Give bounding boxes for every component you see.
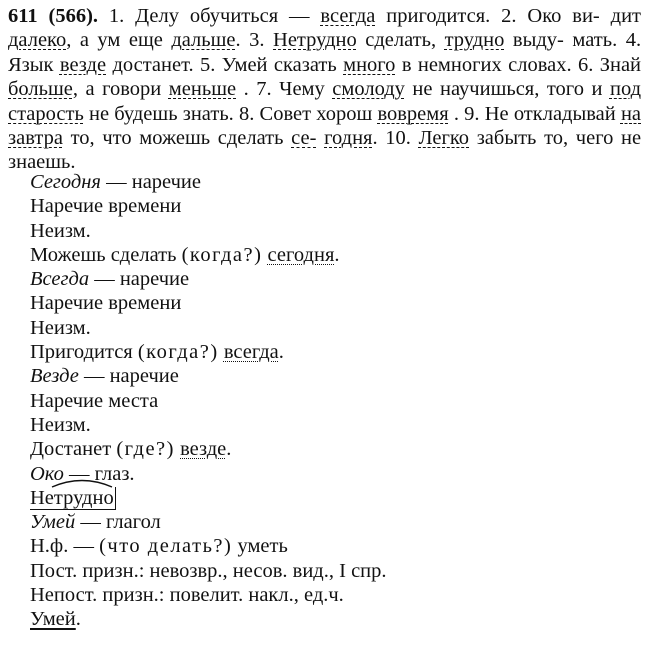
text-run: не будешь знать. 8. Совет хорош bbox=[89, 102, 373, 125]
adverb-underlined: далеко bbox=[8, 29, 67, 52]
adverb-underlined: Легко bbox=[418, 127, 470, 150]
adverb-underlined: вовремя bbox=[377, 102, 449, 125]
text-run: то, что можешь сделать bbox=[70, 127, 284, 150]
word-italic: Везде bbox=[30, 365, 79, 388]
text-run: . bbox=[334, 243, 340, 266]
text-run: . 7. Чему bbox=[243, 78, 325, 101]
adverb-underlined: се- bbox=[291, 127, 317, 150]
adverb-underlined: сегодня bbox=[267, 243, 335, 266]
analysis-block bbox=[30, 170, 630, 632]
text-run: . 3. bbox=[235, 29, 265, 52]
text-run: Достанет bbox=[30, 438, 117, 461]
analysis-line: Неизм. bbox=[30, 219, 91, 242]
text-run: Н.ф. — bbox=[30, 535, 100, 558]
analysis-line bbox=[30, 607, 630, 631]
text-run: уметь bbox=[232, 535, 288, 558]
text-run: , а говори bbox=[72, 78, 162, 101]
analysis-line bbox=[30, 340, 630, 364]
analysis-line: Неизм. bbox=[30, 316, 91, 339]
text-run: — наречие bbox=[89, 268, 190, 291]
exercise-number: 611 (566). bbox=[8, 5, 99, 27]
adverb-underlined: везде bbox=[180, 438, 227, 461]
text-run: в немногих bbox=[401, 53, 502, 76]
text-run: . bbox=[226, 438, 232, 461]
text-run: выду- bbox=[512, 29, 564, 52]
analysis-line: Наречие времени bbox=[30, 292, 182, 315]
question: (что делать?) bbox=[99, 535, 233, 558]
analysis-line bbox=[30, 170, 630, 194]
text-run: — глагол bbox=[75, 511, 161, 534]
analysis-line bbox=[30, 462, 630, 486]
text-run: . 9. Не откладывай bbox=[453, 102, 616, 125]
morpheme-parse bbox=[30, 487, 116, 509]
text-run: достанет. 5. Умей сказать bbox=[112, 53, 337, 76]
adverb-underlined: под старость bbox=[8, 78, 642, 125]
verb-underlined: Умей bbox=[30, 608, 76, 631]
adverb-underlined: дальше bbox=[171, 29, 236, 52]
text-run: научишься, того и bbox=[440, 78, 603, 101]
analysis-line bbox=[30, 437, 630, 461]
word-italic: Око bbox=[30, 462, 64, 485]
text-run: . 10. bbox=[372, 127, 411, 150]
text-run: Можешь сделать bbox=[30, 243, 182, 266]
text-run: Пригодится bbox=[30, 341, 138, 364]
text-run: пригодится. 2. Око ви- bbox=[386, 5, 600, 27]
text-run: . bbox=[75, 608, 81, 631]
text-run: мать. 4. Язык bbox=[8, 29, 642, 76]
word-italic: Всегда bbox=[30, 268, 90, 291]
adverb-underlined: годня bbox=[324, 127, 373, 150]
analysis-line bbox=[30, 510, 630, 534]
word-italic: Умей bbox=[30, 511, 76, 534]
analysis-line: Непост. призн.: повелит. накл., ед.ч. bbox=[30, 584, 344, 607]
text-run: сделать, bbox=[365, 29, 437, 52]
adverb-underlined: меньше bbox=[168, 78, 237, 101]
adverb-underlined: трудно bbox=[444, 29, 505, 52]
question: (когда?) bbox=[137, 341, 219, 364]
text-run: дит bbox=[610, 5, 642, 27]
question: (когда?) bbox=[181, 243, 263, 266]
adverb-underlined: всегда bbox=[320, 5, 376, 27]
analysis-line bbox=[30, 267, 630, 291]
exercise-text bbox=[8, 4, 641, 175]
adverb-underlined: на завтра bbox=[8, 102, 642, 150]
adverb-underlined: больше bbox=[8, 78, 73, 101]
text-run: — глаз. bbox=[63, 462, 135, 485]
adverb-underlined: везде bbox=[59, 53, 107, 76]
analysis-line: Наречие места bbox=[30, 389, 159, 412]
text-run: 1. Делу обучиться — bbox=[108, 5, 310, 27]
root-arc-icon bbox=[50, 478, 114, 488]
word-italic: Сегодня bbox=[30, 171, 101, 193]
adverb-underlined: много bbox=[343, 53, 396, 76]
word-morpheme: Нетрудно bbox=[30, 486, 114, 509]
adverb-underlined: всегда bbox=[223, 341, 279, 364]
analysis-line: Неизм. bbox=[30, 413, 91, 436]
text-run: забыть то, чего не знаешь. bbox=[8, 127, 642, 174]
text-run: . bbox=[278, 341, 284, 364]
adverb-underlined: Нетрудно bbox=[273, 29, 357, 52]
text-run: — наречие bbox=[100, 171, 202, 193]
analysis-line bbox=[30, 243, 630, 267]
text-run: — наречие bbox=[78, 365, 179, 388]
analysis-line bbox=[30, 364, 630, 388]
document-page bbox=[8, 4, 641, 175]
text-run: не bbox=[412, 78, 433, 101]
analysis-line: Пост. призн.: невозвр., несов. вид., I спр. bbox=[30, 559, 387, 582]
text-run: словах. 6. Знай bbox=[508, 53, 642, 76]
analysis-line bbox=[30, 534, 630, 558]
analysis-line: Наречие времени bbox=[30, 195, 182, 218]
question: (где?) bbox=[116, 438, 175, 461]
analysis-line bbox=[30, 486, 630, 510]
text-run: , а ум еще bbox=[66, 29, 163, 52]
adverb-underlined: смолоду bbox=[332, 78, 405, 101]
